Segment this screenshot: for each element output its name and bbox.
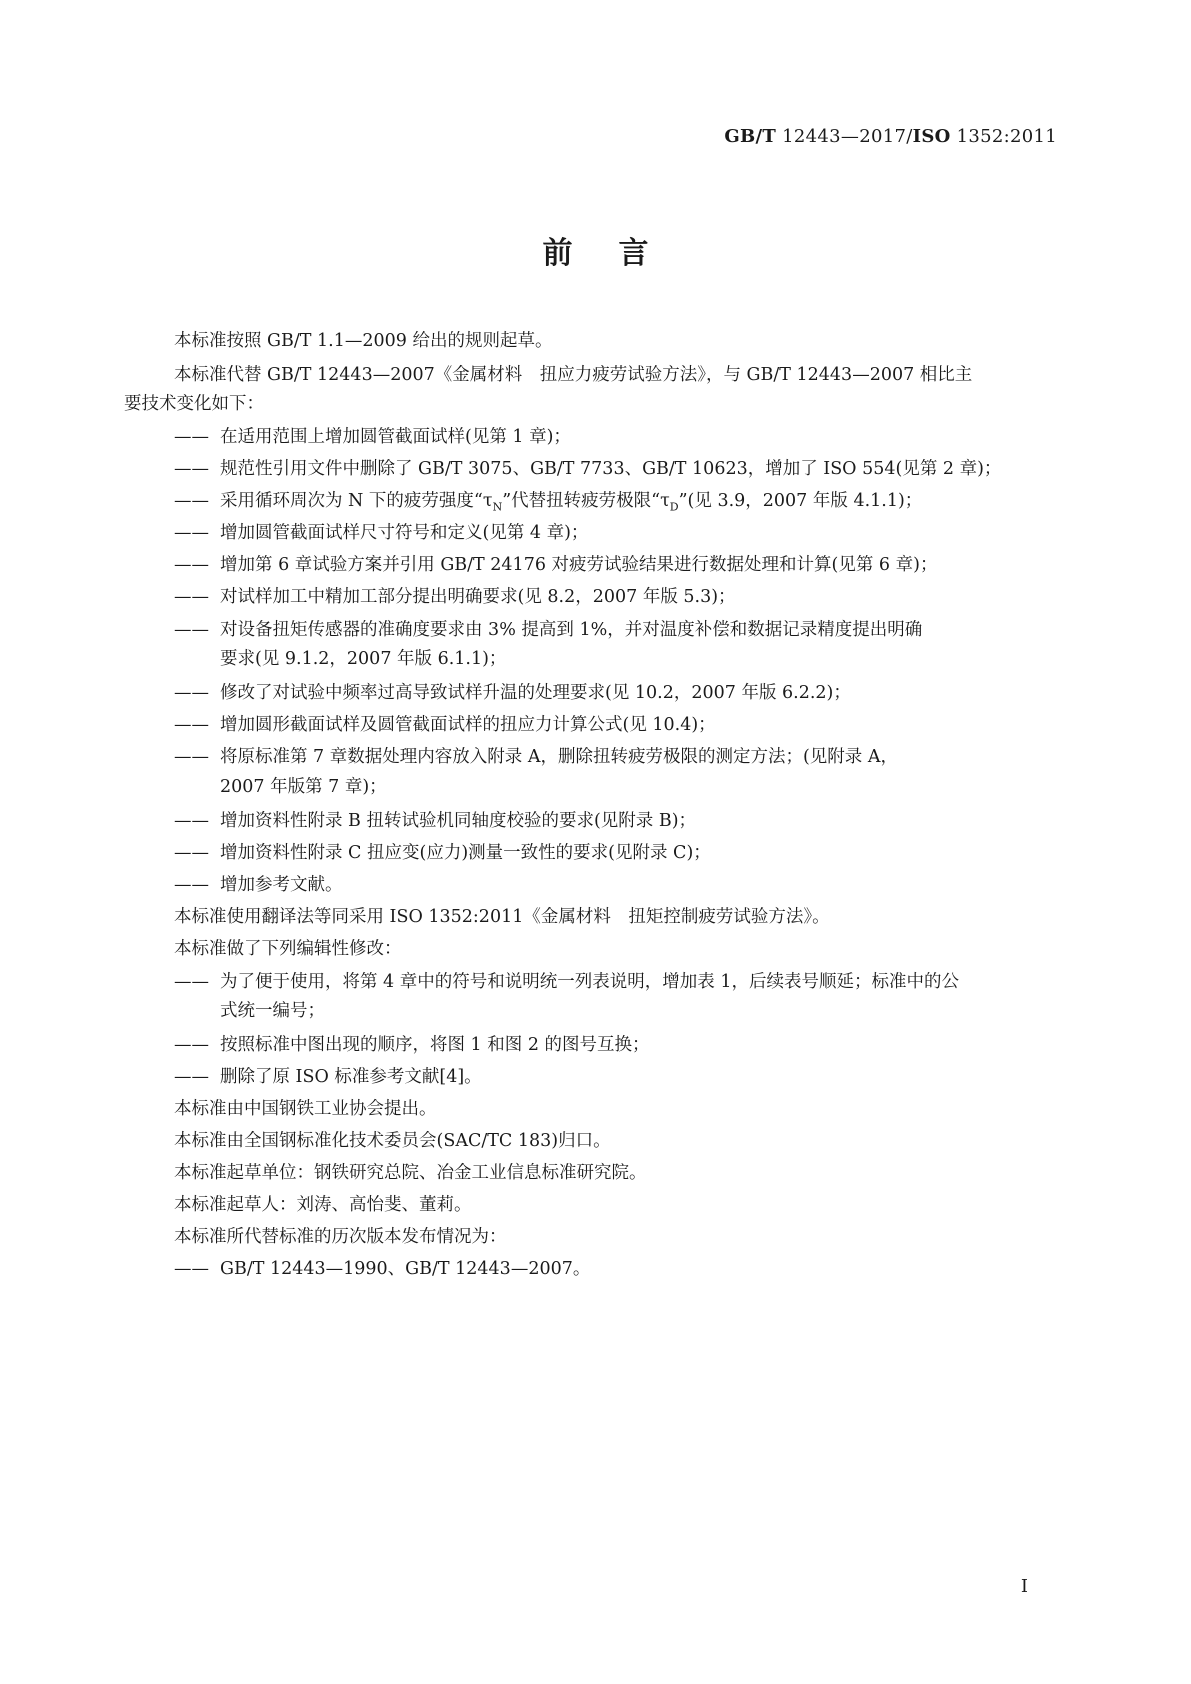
paragraph-editorial: 本标准做了下列编辑性修改：: [174, 939, 402, 959]
list-item: —— 增加第 6 章试验方案并引用 GB/T 24176 对疲劳试验结果进行数据处理和计算(见第 6 章)；: [174, 555, 938, 575]
list-item: —— 增加圆管截面试样尺寸符号和定义(见第 4 章)；: [174, 523, 589, 543]
paragraph-adoption: 本标准使用翻译法等同采用 ISO 1352:2011《金属材料 扭矩控制疲劳试验方法》。: [174, 907, 830, 927]
page-number: I: [1020, 1576, 1028, 1597]
list-item: —— 增加圆形截面试样及圆管截面试样的扭应力计算公式(见 10.4)；: [174, 715, 716, 735]
list-item: —— 按照标准中图出现的顺序，将图 1 和图 2 的图号互换；: [174, 1035, 650, 1055]
paragraph-history: 本标准所代替标准的历次版本发布情况为：: [174, 1227, 507, 1247]
page-title: 前言: [542, 236, 695, 271]
list-item: —— 对设备扭矩传感器的准确度要求由 3% 提高到 1%，并对温度补偿和数据记录精度提出明确: [174, 620, 923, 640]
paragraph-proposer: 本标准由中国钢铁工业协会提出。: [174, 1099, 437, 1119]
paragraph-drafters: 本标准起草人：刘涛、高怡斐、董莉。: [174, 1195, 472, 1215]
list-item: —— 增加参考文献。: [174, 875, 343, 895]
paragraph-replaces: 本标准代替 GB/T 12443—2007《金属材料 扭应力疲劳试验方法》，与 GB/T 12443—2007 相比主: [174, 365, 973, 385]
paragraph-replaces-cont: 要技术变化如下：: [124, 394, 264, 414]
list-item-cont: 2007 年版第 7 章)；: [220, 777, 387, 797]
standard-code-header: [724, 126, 1057, 147]
list-item: —— 修改了对试验中频率过高导致试样升温的处理要求(见 10.2，2007 年版 6.2.2)；: [174, 683, 851, 703]
list-item: —— 采用循环周次为 N 下的疲劳强度“$\tau_N$”代替扭转疲劳极限“$\tau_D$”(见 3.9，2007 年版 4.1.1)；: [174, 491, 923, 514]
iso-prefix: ISO: [912, 126, 951, 147]
list-item: —— 规范性引用文件中删除了 GB/T 3075、GB/T 7733、GB/T 10623，增加了 ISO 554(见第 2 章)；: [174, 459, 1002, 479]
iso-number: 1352:2011: [950, 126, 1057, 147]
list-item: —— 在适用范围上增加圆管截面试样(见第 1 章)；: [174, 427, 571, 447]
list-item: —— GB/T 12443—1990、GB/T 12443—2007。: [174, 1259, 591, 1279]
list-item: —— 删除了原 ISO 标准参考文献[4]。: [174, 1067, 482, 1087]
list-item-cont: 要求(见 9.1.2，2007 年版 6.1.1)；: [220, 649, 507, 669]
paragraph-committee: 本标准由全国钢标准化技术委员会(SAC/TC 183)归口。: [174, 1131, 611, 1151]
list-item: —— 对试样加工中精加工部分提出明确要求(见 8.2，2007 年版 5.3)；: [174, 587, 736, 607]
list-item-cont: 式统一编号；: [220, 1001, 325, 1021]
list-item: —— 将原标准第 7 章数据处理内容放入附录 A，删除扭转疲劳极限的测定方法；(见附录 A，: [174, 747, 898, 767]
standard-code-prefix: GB/T: [724, 126, 777, 147]
paragraph-drafting-rules: 本标准按照 GB/T 1.1—2009 给出的规则起草。: [174, 331, 553, 351]
standard-code-number: 12443—2017/: [776, 126, 913, 147]
list-item: —— 增加资料性附录 B 扭转试验机同轴度校验的要求(见附录 B)；: [174, 811, 697, 831]
list-item: —— 增加资料性附录 C 扭应变(应力)测量一致性的要求(见附录 C)；: [174, 843, 711, 863]
list-item: —— 为了便于使用，将第 4 章中的符号和说明统一列表说明，增加表 1，后续表号顺延；标准中的公: [174, 972, 959, 992]
paragraph-drafting-units: 本标准起草单位：钢铁研究总院、冶金工业信息标准研究院。: [174, 1163, 647, 1183]
